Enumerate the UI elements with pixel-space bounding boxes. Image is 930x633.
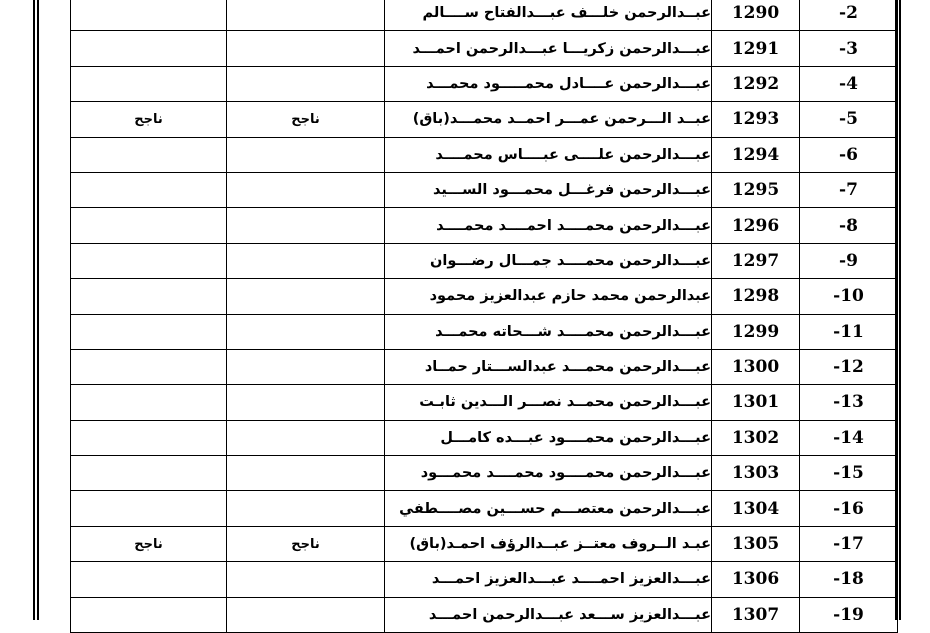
row-number-cell: -3 bbox=[800, 31, 898, 66]
extra-result-cell bbox=[71, 137, 227, 172]
extra-result-cell bbox=[71, 456, 227, 491]
result-cell bbox=[227, 491, 385, 526]
student-name-cell: عبـــدالرحمن محمــــد جمـــال رضـــوان bbox=[385, 243, 712, 278]
result-cell bbox=[227, 243, 385, 278]
table-row bbox=[71, 491, 898, 526]
table-row bbox=[71, 526, 898, 561]
seat-number-cell: 1294 bbox=[712, 137, 800, 172]
row-number-cell: -5 bbox=[800, 102, 898, 137]
table-row bbox=[71, 314, 898, 349]
seat-number-cell: 1307 bbox=[712, 597, 800, 632]
seat-number-cell: 1303 bbox=[712, 456, 800, 491]
result-cell bbox=[227, 597, 385, 632]
student-name-cell: عبــدالرحمن خلـــف عبـــدالفتاح ســــالم bbox=[385, 0, 712, 31]
result-cell bbox=[227, 137, 385, 172]
row-number-cell: -10 bbox=[800, 279, 898, 314]
result-cell bbox=[227, 420, 385, 455]
result-cell: ناجح bbox=[227, 102, 385, 137]
table-row bbox=[71, 137, 898, 172]
row-number-cell: -4 bbox=[800, 66, 898, 101]
extra-result-cell bbox=[71, 349, 227, 384]
extra-result-cell bbox=[71, 562, 227, 597]
extra-result-cell: ناجح bbox=[71, 102, 227, 137]
row-number-cell: -12 bbox=[800, 349, 898, 384]
row-number-cell: -14 bbox=[800, 420, 898, 455]
table-row bbox=[71, 0, 898, 31]
student-name-cell: عبـــدالرحمن علــــى عبــــاس محمــــد bbox=[385, 137, 712, 172]
row-number-cell: -15 bbox=[800, 456, 898, 491]
result-cell bbox=[227, 0, 385, 31]
student-name-cell: عبدالرحمن محمد حازم عبدالعزيز محمود bbox=[385, 279, 712, 314]
table-row bbox=[71, 243, 898, 278]
table-row bbox=[71, 456, 898, 491]
row-number-cell: -11 bbox=[800, 314, 898, 349]
student-name-cell: عبـــدالعزيز احمــــد عبـــدالعزيز احمـــد bbox=[385, 562, 712, 597]
extra-result-cell: ناجح bbox=[71, 526, 227, 561]
student-name-cell: عبـــدالرحمن محمــــد شـــحاته محمـــد bbox=[385, 314, 712, 349]
student-name-cell: عبــد الـــرحمن عمـــر احمــد محمـــد(باق) bbox=[385, 102, 712, 137]
student-name-cell: عبـــدالرحمن معتصـــم حســـين مصــــطفي bbox=[385, 491, 712, 526]
table-row bbox=[71, 102, 898, 137]
seat-number-cell: 1302 bbox=[712, 420, 800, 455]
row-number-cell: -19 bbox=[800, 597, 898, 632]
result-cell bbox=[227, 31, 385, 66]
student-name-cell: عبـــدالرحمن زكريـــا عبـــدالرحمن احمـــد bbox=[385, 31, 712, 66]
extra-result-cell bbox=[71, 243, 227, 278]
result-cell bbox=[227, 66, 385, 101]
extra-result-cell bbox=[71, 208, 227, 243]
student-name-cell: عبـــدالرحمن محمـــد عبدالســـتار حمــاد bbox=[385, 349, 712, 384]
seat-number-cell: 1301 bbox=[712, 385, 800, 420]
results-table bbox=[70, 0, 898, 633]
result-cell: ناجح bbox=[227, 526, 385, 561]
table-row bbox=[71, 385, 898, 420]
seat-number-cell: 1292 bbox=[712, 66, 800, 101]
student-name-cell: عبـد الــروف معتــز عبــدالرؤف احمـد(باق) bbox=[385, 526, 712, 561]
result-cell bbox=[227, 385, 385, 420]
result-cell bbox=[227, 314, 385, 349]
seat-number-cell: 1297 bbox=[712, 243, 800, 278]
table-row bbox=[71, 420, 898, 455]
student-name-cell: عبـــدالرحمن فرغـــل محمـــود الســـيد bbox=[385, 172, 712, 207]
seat-number-cell: 1298 bbox=[712, 279, 800, 314]
result-cell bbox=[227, 208, 385, 243]
seat-number-cell: 1290 bbox=[712, 0, 800, 31]
row-number-cell: -17 bbox=[800, 526, 898, 561]
student-name-cell: عبـــدالرحمن محمــــود عبـــده كامـــل bbox=[385, 420, 712, 455]
student-name-cell: عبـــدالرحمن محمــد نصـــر الـــدين ثابـت bbox=[385, 385, 712, 420]
extra-result-cell bbox=[71, 279, 227, 314]
result-cell bbox=[227, 349, 385, 384]
table-row bbox=[71, 279, 898, 314]
table-row bbox=[71, 172, 898, 207]
seat-number-cell: 1296 bbox=[712, 208, 800, 243]
table-row bbox=[71, 597, 898, 632]
extra-result-cell bbox=[71, 385, 227, 420]
student-name-cell: عبـــدالعزيز ســـعد عبـــدالرحمن احمـــد bbox=[385, 597, 712, 632]
row-number-cell: -13 bbox=[800, 385, 898, 420]
seat-number-cell: 1305 bbox=[712, 526, 800, 561]
row-number-cell: -18 bbox=[800, 562, 898, 597]
seat-number-cell: 1299 bbox=[712, 314, 800, 349]
seat-number-cell: 1306 bbox=[712, 562, 800, 597]
extra-result-cell bbox=[71, 491, 227, 526]
extra-result-cell bbox=[71, 597, 227, 632]
result-cell bbox=[227, 172, 385, 207]
table-row bbox=[71, 31, 898, 66]
seat-number-cell: 1295 bbox=[712, 172, 800, 207]
row-number-cell: -7 bbox=[800, 172, 898, 207]
row-number-cell: -8 bbox=[800, 208, 898, 243]
seat-number-cell: 1304 bbox=[712, 491, 800, 526]
row-number-cell: -16 bbox=[800, 491, 898, 526]
seat-number-cell: 1291 bbox=[712, 31, 800, 66]
result-cell bbox=[227, 562, 385, 597]
extra-result-cell bbox=[71, 314, 227, 349]
result-cell bbox=[227, 279, 385, 314]
seat-number-cell: 1300 bbox=[712, 349, 800, 384]
extra-result-cell bbox=[71, 420, 227, 455]
extra-result-cell bbox=[71, 31, 227, 66]
extra-result-cell bbox=[71, 66, 227, 101]
table-row bbox=[71, 208, 898, 243]
seat-number-cell: 1293 bbox=[712, 102, 800, 137]
student-name-cell: عبـــدالرحمن عــــادل محمـــــود محمـــد bbox=[385, 66, 712, 101]
student-name-cell: عبـــدالرحمن محمــــود محمــــد محمـــود bbox=[385, 456, 712, 491]
extra-result-cell bbox=[71, 172, 227, 207]
table-row bbox=[71, 349, 898, 384]
student-name-cell: عبـــدالرحمن محمــــد احمــــد محمــــد bbox=[385, 208, 712, 243]
row-number-cell: -2 bbox=[800, 0, 898, 31]
table-row bbox=[71, 562, 898, 597]
page-border-left bbox=[33, 0, 39, 620]
row-number-cell: -6 bbox=[800, 137, 898, 172]
result-cell bbox=[227, 456, 385, 491]
extra-result-cell bbox=[71, 0, 227, 31]
results-table-body bbox=[71, 0, 898, 633]
row-number-cell: -9 bbox=[800, 243, 898, 278]
table-row bbox=[71, 66, 898, 101]
